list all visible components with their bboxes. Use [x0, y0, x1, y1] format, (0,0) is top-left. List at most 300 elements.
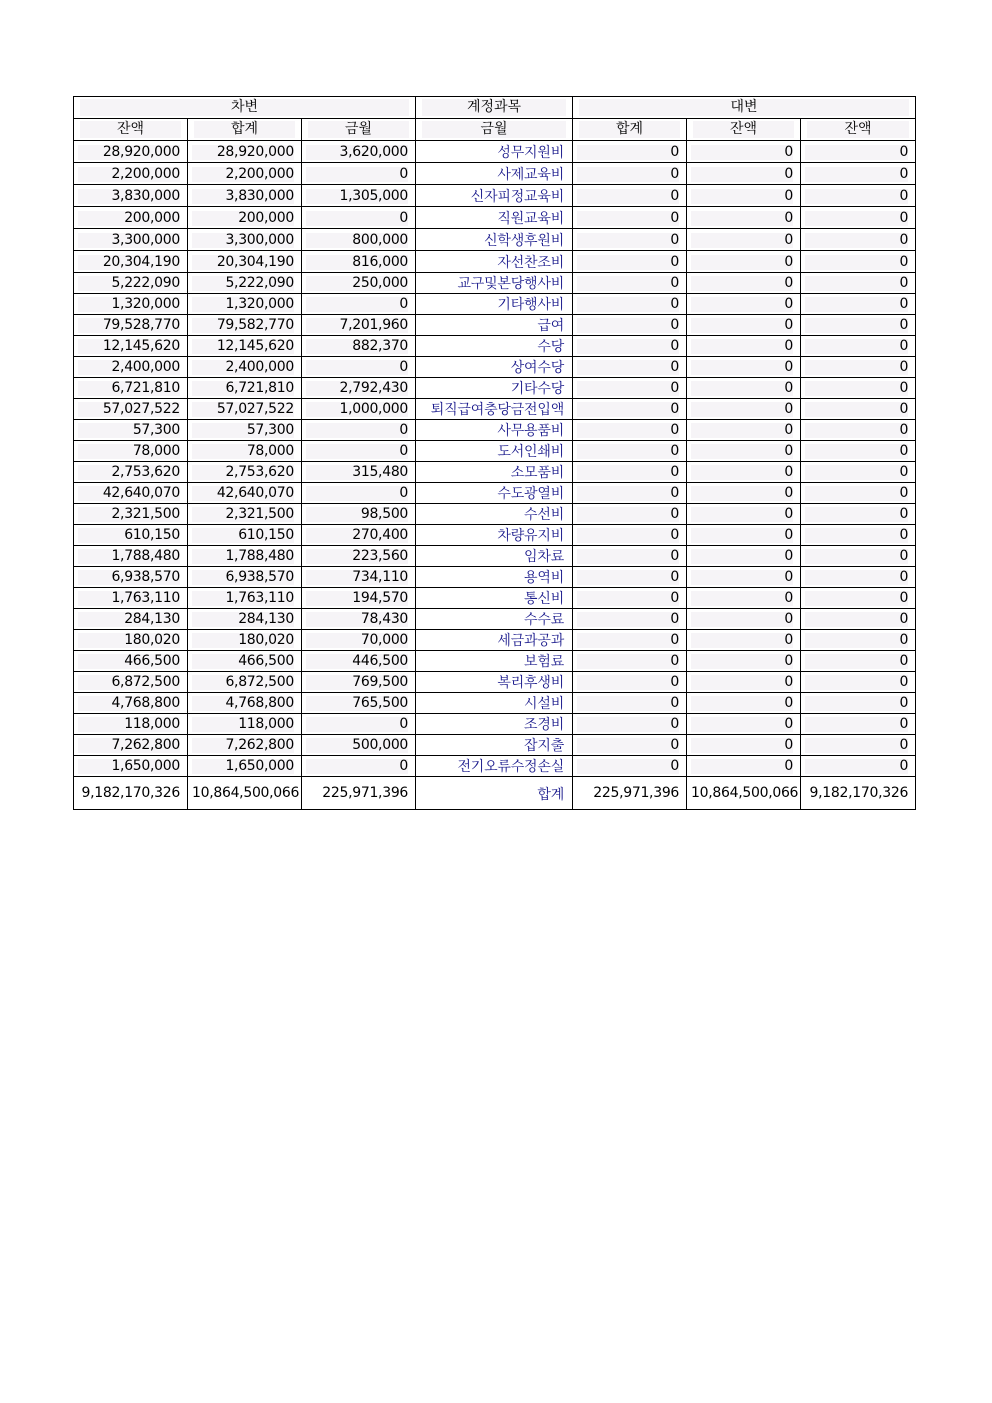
- table-row: [74, 462, 916, 483]
- credit-balance-2-cell: [801, 229, 916, 251]
- credit-balance-2-cell: [801, 756, 916, 777]
- debit-total-cell: [188, 141, 302, 163]
- debit-balance-cell: [74, 735, 188, 756]
- debit-month-value: 0: [306, 208, 408, 228]
- debit-total-cell: [188, 378, 302, 399]
- debit-month-cell: [302, 462, 416, 483]
- col-debit-month: 금월: [302, 119, 416, 141]
- credit-balance-2-cell: [801, 441, 916, 462]
- credit-total-value: 0: [577, 714, 679, 734]
- credit-balance-cell: [687, 315, 801, 336]
- credit-balance-value: 0: [691, 208, 793, 228]
- credit-balance-2-value: 0: [805, 672, 908, 692]
- table-row: [74, 525, 916, 546]
- debit-total-value: 5,222,090: [192, 273, 294, 293]
- credit-balance-2-value: 0: [805, 735, 908, 755]
- credit-balance-2-cell: [801, 693, 916, 714]
- table-row: [74, 483, 916, 504]
- credit-total-cell: [573, 714, 687, 735]
- debit-balance-value: 1,320,000: [78, 294, 180, 314]
- credit-total-cell: [573, 735, 687, 756]
- table-row: [74, 588, 916, 609]
- credit-total-value: 0: [577, 546, 679, 566]
- credit-balance-value: 0: [691, 588, 793, 608]
- credit-total-cell: [573, 273, 687, 294]
- debit-balance-value: 2,200,000: [78, 164, 180, 184]
- credit-balance-value: 0: [691, 525, 793, 545]
- debit-balance-value: 9,182,170,326: [81, 785, 180, 801]
- credit-balance-cell: [687, 630, 801, 651]
- credit-balance-2-value: 0: [805, 420, 908, 440]
- credit-balance-cell: [687, 294, 801, 315]
- table-row: [74, 672, 916, 693]
- credit-total-cell: [573, 357, 687, 378]
- credit-total-cell: [573, 336, 687, 357]
- credit-balance-2-value: 0: [805, 651, 908, 671]
- debit-total-cell: [188, 462, 302, 483]
- credit-total-value: 0: [577, 567, 679, 587]
- credit-total-value: 0: [577, 420, 679, 440]
- debit-month-cell: [302, 483, 416, 504]
- credit-balance-cell: [687, 693, 801, 714]
- credit-balance-2-value: 0: [805, 546, 908, 566]
- debit-balance-cell: [74, 336, 188, 357]
- credit-total-cell: [573, 651, 687, 672]
- credit-total-value: 0: [577, 315, 679, 335]
- account-name-cell: 자선찬조비: [416, 251, 573, 273]
- account-name-cell: 전기오류수정손실: [416, 756, 573, 777]
- account-name-cell: 신학생후원비: [416, 229, 573, 251]
- debit-month-value: 0: [306, 164, 408, 184]
- debit-month-value: 446,500: [306, 651, 408, 671]
- debit-month-value: 816,000: [306, 252, 408, 272]
- debit-month-value: 70,000: [306, 630, 408, 650]
- credit-balance-cell: [687, 756, 801, 777]
- debit-month-value: 2,792,430: [306, 378, 408, 398]
- credit-balance-cell: [687, 567, 801, 588]
- debit-balance-value: 1,650,000: [78, 756, 180, 776]
- debit-total-value: 2,321,500: [192, 504, 294, 524]
- debit-balance-value: 42,640,070: [78, 483, 180, 503]
- account-name-cell: 기타수당: [416, 378, 573, 399]
- debit-total-cell: [188, 185, 302, 207]
- debit-total-cell: [188, 336, 302, 357]
- credit-balance-2-cell: [801, 567, 916, 588]
- debit-total-cell: [188, 273, 302, 294]
- debit-balance-cell: [74, 777, 188, 810]
- credit-balance-2-cell: [801, 735, 916, 756]
- debit-total-value: 28,920,000: [192, 142, 294, 162]
- credit-header: 대변: [573, 97, 916, 119]
- debit-balance-value: 610,150: [78, 525, 180, 545]
- debit-total-value: 6,721,810: [192, 378, 294, 398]
- credit-balance-2-cell: [801, 336, 916, 357]
- debit-total-value: 284,130: [192, 609, 294, 629]
- credit-total-value: 0: [577, 588, 679, 608]
- col-credit-balance-2: 잔액: [801, 119, 916, 141]
- debit-total-cell: [188, 693, 302, 714]
- debit-month-value: 194,570: [306, 588, 408, 608]
- credit-balance-cell: [687, 525, 801, 546]
- debit-month-cell: [302, 357, 416, 378]
- credit-balance-2-value: 0: [805, 273, 908, 293]
- account-name-cell: 수도광열비: [416, 483, 573, 504]
- debit-total-value: 57,300: [192, 420, 294, 440]
- debit-total-value: 1,788,480: [192, 546, 294, 566]
- credit-balance-2-cell: [801, 315, 916, 336]
- account-name-cell: 차량유지비: [416, 525, 573, 546]
- credit-total-cell: [573, 693, 687, 714]
- debit-month-value: 0: [306, 714, 408, 734]
- credit-total-value: 0: [577, 630, 679, 650]
- account-name-cell: 수당: [416, 336, 573, 357]
- credit-total-cell: [573, 777, 687, 810]
- debit-month-cell: [302, 229, 416, 251]
- debit-total-cell: [188, 504, 302, 525]
- debit-total-cell: [188, 315, 302, 336]
- credit-total-value: 0: [577, 693, 679, 713]
- table-row: [74, 609, 916, 630]
- credit-balance-2-cell: [801, 777, 916, 810]
- credit-balance-value: 0: [691, 693, 793, 713]
- debit-balance-cell: [74, 504, 188, 525]
- debit-balance-value: 118,000: [78, 714, 180, 734]
- debit-balance-cell: [74, 609, 188, 630]
- credit-balance-2-cell: [801, 714, 916, 735]
- credit-total-cell: [573, 441, 687, 462]
- debit-total-cell: [188, 483, 302, 504]
- debit-month-value: 1,000,000: [306, 399, 408, 419]
- debit-month-cell: [302, 441, 416, 462]
- credit-balance-2-cell: [801, 609, 916, 630]
- col-credit-total: 합계: [573, 119, 687, 141]
- table-row: [74, 756, 916, 777]
- account-name-cell: 수수료: [416, 609, 573, 630]
- debit-balance-cell: [74, 315, 188, 336]
- credit-balance-value: 0: [691, 378, 793, 398]
- account-name-cell: 교구및본당행사비: [416, 273, 573, 294]
- account-name-cell: 기타행사비: [416, 294, 573, 315]
- debit-total-value: 57,027,522: [192, 399, 294, 419]
- debit-month-cell: [302, 546, 416, 567]
- debit-balance-cell: [74, 672, 188, 693]
- credit-balance-2-cell: [801, 462, 916, 483]
- table-row: [74, 630, 916, 651]
- debit-total-cell: [188, 630, 302, 651]
- credit-total-cell: [573, 315, 687, 336]
- credit-balance-2-cell: [801, 251, 916, 273]
- table-row: [74, 693, 916, 714]
- credit-balance-2-value: 0: [805, 357, 908, 377]
- account-name-cell: 복리후생비: [416, 672, 573, 693]
- credit-balance-2-cell: [801, 141, 916, 163]
- credit-balance-2-value: 0: [805, 525, 908, 545]
- credit-balance-value: 0: [691, 420, 793, 440]
- credit-total-value: 0: [577, 186, 679, 206]
- debit-balance-value: 28,920,000: [78, 142, 180, 162]
- account-name-cell: 사제교육비: [416, 163, 573, 185]
- account-name-cell: 상여수당: [416, 357, 573, 378]
- credit-total-cell: [573, 294, 687, 315]
- debit-month-value: 0: [306, 357, 408, 377]
- account-name-cell: 통신비: [416, 588, 573, 609]
- credit-balance-cell: [687, 651, 801, 672]
- debit-total-value: 10,864,500,066: [192, 785, 300, 801]
- debit-balance-cell: [74, 141, 188, 163]
- table-row: [74, 714, 916, 735]
- table-row: [74, 229, 916, 251]
- credit-total-value: 0: [577, 164, 679, 184]
- credit-balance-2-cell: [801, 672, 916, 693]
- credit-balance-2-cell: [801, 504, 916, 525]
- debit-balance-value: 4,768,800: [78, 693, 180, 713]
- credit-balance-2-value: 0: [805, 588, 908, 608]
- credit-balance-2-cell: [801, 378, 916, 399]
- debit-month-value: 800,000: [306, 230, 408, 250]
- credit-balance-cell: [687, 185, 801, 207]
- credit-balance-value: 0: [691, 336, 793, 356]
- credit-balance-cell: [687, 399, 801, 420]
- col-credit-balance: 잔액: [687, 119, 801, 141]
- credit-balance-value: 0: [691, 441, 793, 461]
- credit-balance-cell: [687, 207, 801, 229]
- debit-balance-cell: [74, 525, 188, 546]
- debit-balance-cell: [74, 588, 188, 609]
- debit-balance-value: 466,500: [78, 651, 180, 671]
- debit-balance-cell: [74, 630, 188, 651]
- debit-balance-value: 200,000: [78, 208, 180, 228]
- table-row: [74, 357, 916, 378]
- debit-total-value: 12,145,620: [192, 336, 294, 356]
- credit-balance-cell: [687, 546, 801, 567]
- credit-balance-2-value: 0: [805, 756, 908, 776]
- debit-month-value: 270,400: [306, 525, 408, 545]
- credit-balance-2-cell: [801, 630, 916, 651]
- debit-month-value: 0: [306, 441, 408, 461]
- credit-balance-2-value: 0: [805, 294, 908, 314]
- credit-balance-value: 0: [691, 567, 793, 587]
- col-debit-balance: 잔액: [74, 119, 188, 141]
- table-row: [74, 336, 916, 357]
- debit-month-cell: [302, 273, 416, 294]
- debit-month-cell: [302, 525, 416, 546]
- debit-month-cell: [302, 714, 416, 735]
- debit-total-value: 3,300,000: [192, 230, 294, 250]
- credit-total-cell: [573, 185, 687, 207]
- debit-month-cell: [302, 294, 416, 315]
- credit-balance-2-cell: [801, 399, 916, 420]
- debit-month-value: 0: [306, 756, 408, 776]
- debit-balance-value: 3,300,000: [78, 230, 180, 250]
- credit-balance-cell: [687, 504, 801, 525]
- credit-total-cell: [573, 229, 687, 251]
- debit-total-cell: [188, 588, 302, 609]
- credit-balance-value: 0: [691, 483, 793, 503]
- table-row: [74, 441, 916, 462]
- credit-total-value: 0: [577, 756, 679, 776]
- debit-balance-value: 2,753,620: [78, 462, 180, 482]
- debit-month-cell: [302, 777, 416, 810]
- debit-month-cell: [302, 141, 416, 163]
- debit-header: 차변: [74, 97, 416, 119]
- debit-month-cell: [302, 336, 416, 357]
- credit-balance-cell: [687, 735, 801, 756]
- account-name-cell: 잡지출: [416, 735, 573, 756]
- account-name-cell: 시설비: [416, 693, 573, 714]
- credit-total-cell: [573, 141, 687, 163]
- table-row: [74, 251, 916, 273]
- debit-total-value: 6,938,570: [192, 567, 294, 587]
- debit-month-value: 78,430: [306, 609, 408, 629]
- debit-month-cell: [302, 651, 416, 672]
- credit-balance-cell: [687, 378, 801, 399]
- header-row-groups: [74, 97, 916, 119]
- debit-total-value: 20,304,190: [192, 252, 294, 272]
- table-row: [74, 185, 916, 207]
- debit-month-value: 765,500: [306, 693, 408, 713]
- credit-balance-cell: [687, 251, 801, 273]
- table-row: [74, 651, 916, 672]
- debit-total-cell: [188, 357, 302, 378]
- credit-balance-2-cell: [801, 185, 916, 207]
- debit-month-value: 315,480: [306, 462, 408, 482]
- debit-total-value: 1,650,000: [192, 756, 294, 776]
- debit-balance-value: 78,000: [78, 441, 180, 461]
- debit-total-cell: [188, 294, 302, 315]
- credit-total-value: 0: [577, 336, 679, 356]
- table-row: [74, 735, 916, 756]
- debit-total-value: 466,500: [192, 651, 294, 671]
- table-row: [74, 141, 916, 163]
- credit-balance-2-cell: [801, 525, 916, 546]
- debit-month-cell: [302, 588, 416, 609]
- col-account-month: 금월: [416, 119, 573, 141]
- credit-balance-2-cell: [801, 420, 916, 441]
- debit-month-cell: [302, 207, 416, 229]
- debit-month-value: 500,000: [306, 735, 408, 755]
- credit-balance-cell: [687, 336, 801, 357]
- credit-balance-value: 0: [691, 273, 793, 293]
- trial-balance-table: [73, 96, 916, 810]
- debit-total-cell: [188, 441, 302, 462]
- credit-balance-2-value: 0: [805, 142, 908, 162]
- credit-balance-2-cell: [801, 294, 916, 315]
- credit-balance-cell: [687, 357, 801, 378]
- debit-balance-value: 3,830,000: [78, 186, 180, 206]
- credit-balance-2-cell: [801, 651, 916, 672]
- credit-balance-cell: [687, 163, 801, 185]
- credit-total-cell: [573, 756, 687, 777]
- account-name-cell: 성무지원비: [416, 141, 573, 163]
- credit-balance-cell: [687, 483, 801, 504]
- debit-balance-cell: [74, 163, 188, 185]
- credit-total-value: 0: [577, 525, 679, 545]
- debit-total-cell: [188, 163, 302, 185]
- debit-total-value: 3,830,000: [192, 186, 294, 206]
- table-row: [74, 504, 916, 525]
- credit-total-value: 0: [577, 378, 679, 398]
- debit-total-value: 79,582,770: [192, 315, 294, 335]
- credit-balance-value: 0: [691, 630, 793, 650]
- credit-total-value: 0: [577, 208, 679, 228]
- debit-month-cell: [302, 504, 416, 525]
- credit-balance-2-value: 0: [805, 609, 908, 629]
- debit-balance-cell: [74, 441, 188, 462]
- debit-total-value: 180,020: [192, 630, 294, 650]
- credit-total-cell: [573, 462, 687, 483]
- table-row: [74, 378, 916, 399]
- debit-month-value: 223,560: [306, 546, 408, 566]
- credit-balance-cell: [687, 777, 801, 810]
- account-name-cell: 조경비: [416, 714, 573, 735]
- table-row: [74, 273, 916, 294]
- credit-balance-value: 0: [691, 142, 793, 162]
- credit-balance-2-value: 0: [805, 208, 908, 228]
- debit-total-cell: [188, 229, 302, 251]
- debit-month-value: 769,500: [306, 672, 408, 692]
- credit-balance-value: 10,864,500,066: [691, 785, 799, 801]
- credit-balance-value: 0: [691, 294, 793, 314]
- debit-total-cell: [188, 207, 302, 229]
- account-name-cell: 직원교육비: [416, 207, 573, 229]
- debit-balance-value: 5,222,090: [78, 273, 180, 293]
- credit-balance-2-cell: [801, 546, 916, 567]
- debit-month-cell: [302, 567, 416, 588]
- credit-total-value: 0: [577, 462, 679, 482]
- debit-balance-value: 7,262,800: [78, 735, 180, 755]
- account-name-cell: 급여: [416, 315, 573, 336]
- credit-balance-cell: [687, 672, 801, 693]
- debit-balance-cell: [74, 273, 188, 294]
- debit-month-value: 1,305,000: [306, 186, 408, 206]
- account-header: 계정과목: [416, 97, 573, 119]
- account-name-cell: 세금과공과: [416, 630, 573, 651]
- credit-total-cell: [573, 504, 687, 525]
- credit-total-cell: [573, 609, 687, 630]
- credit-balance-cell: [687, 141, 801, 163]
- credit-balance-value: 0: [691, 186, 793, 206]
- credit-balance-value: 0: [691, 609, 793, 629]
- account-name-cell: 보험료: [416, 651, 573, 672]
- credit-total-cell: [573, 207, 687, 229]
- credit-balance-cell: [687, 609, 801, 630]
- credit-total-cell: [573, 588, 687, 609]
- credit-total-value: 0: [577, 399, 679, 419]
- debit-balance-value: 12,145,620: [78, 336, 180, 356]
- credit-balance-2-value: 9,182,170,326: [809, 785, 909, 801]
- credit-total-value: 0: [577, 672, 679, 692]
- debit-balance-cell: [74, 229, 188, 251]
- debit-balance-value: 2,321,500: [78, 504, 180, 524]
- debit-total-value: 1,320,000: [192, 294, 294, 314]
- credit-balance-cell: [687, 229, 801, 251]
- debit-month-value: 0: [306, 483, 408, 503]
- credit-total-value: 0: [577, 504, 679, 524]
- debit-month-cell: [302, 756, 416, 777]
- debit-total-cell: [188, 399, 302, 420]
- debit-total-value: 2,400,000: [192, 357, 294, 377]
- credit-balance-2-value: 0: [805, 230, 908, 250]
- debit-month-value: 98,500: [306, 504, 408, 524]
- debit-total-value: 42,640,070: [192, 483, 294, 503]
- debit-balance-cell: [74, 378, 188, 399]
- credit-balance-2-value: 0: [805, 462, 908, 482]
- debit-balance-cell: [74, 251, 188, 273]
- debit-balance-value: 284,130: [78, 609, 180, 629]
- debit-total-value: 7,262,800: [192, 735, 294, 755]
- credit-balance-2-value: 0: [805, 714, 908, 734]
- credit-balance-2-value: 0: [805, 483, 908, 503]
